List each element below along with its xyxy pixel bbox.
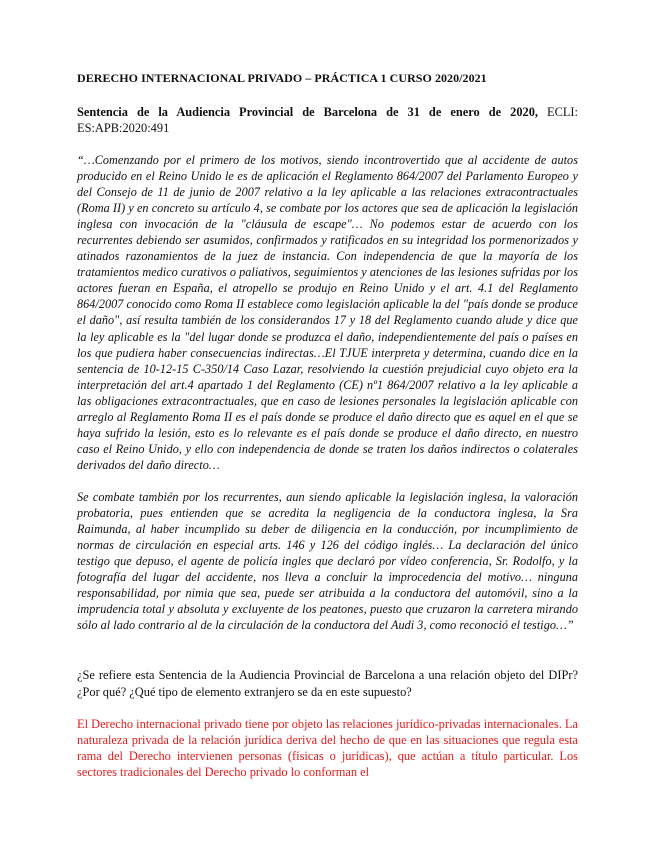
practice-question: ¿Se refiere esta Sentencia de la Audiencia Provincial de Barcelona a una relación objeto del DIPr? ¿Por qué? ¿Qué tipo de elemento extranjero se da en este supuesto? [77,668,578,699]
quote-paragraph-2: Se combate también por los recurrentes, aun siendo aplicable la legislación inglesa, la valoración probatoria, pues entienden que se acredita la negligencia de la conductora inglesa, la Sra Raimunda, al haber incumplido su deber de diligencia en la conducción, por incumplimiento de normas de circulación en especial arts. 146 y 126 del código inglés… La declaración del único testigo que depuso, el agente de policía ingles que declaró por vídeo conferencia, Sr. Rodolfo, y la fotografía del lugar del accidente, nos lleva a concluir la improcedencia del motivo… ninguna responsabilidad, por nimia que sea, puede ser atribuida a la conductora del automóvil, sino a la imprudencia total y absoluta y excluyente de los peatones, puesto que cruzaron la carretera mirando sólo al lado contrario al de la circulación de la conductora del Audi 3, como reconoció el testigo…” [77,489,578,633]
document-title: DERECHO INTERNACIONAL PRIVADO – PRÁCTICA 1 CURSO 2020/2021 [77,71,487,85]
ruling-name: Sentencia de la Audiencia Provincial de Barcelona de 31 de enero de 2020, [77,105,539,119]
ruling-ecli: ECLI: ES:APB:2020:491 [77,105,579,135]
practice-answer: El Derecho internacional privado tiene por objeto las relaciones jurídico-privadas internacionales. La naturaleza privada de la relación jurídica deriva del hecho de que en las situaciones que regula esta rama del Derecho intervienen personas (físicas o jurídicas), que actúan a título particular. Los sectores tradicionales del Derecho privado lo conforman el [77,716,578,780]
quote-paragraph-1: “…Comenzando por el primero de los motivos, siendo incontrovertido que al accidente de autos producido en el Reino Unido le es de aplicación el Reglamento 864/2007 del Parlamento Europeo y del Consejo de 11 de junio de 2007 relativo a la ley aplicable a las relaciones extracontractuales (Roma II) y en concreto su artículo 4, se combate por los actores que sea de aplicación la legislación inglesa con invocación de la "cláusula de escape"… No podemos estar de acuerdo con los recurrentes debiendo ser asumidos, confirmados y ratificados en su integridad los pormenorizados y atinados razonamientos de la juez de instancia. Con independencia de que la mayoría de los tratamientos medico curativos o paliativos, seguimientos y atenciones de las lesiones sufridas por los actores fueran en España, el atropello se produjo en Reino Unido y el art. 4.1 del Reglamento 864/2007 conocido como Roma II establece como legislación aplicable la del "país donde se produce el daño", así resulta también de los considerandos 17 y 18 del Reglamento cuando alude y dice que la ley aplicable es la "del lugar donde se produzca el daño, independientemente del país o países en los que pudiera haber consecuencias indirectas…El TJUE interpreta y determina, cuando dice en la sentencia de 10-12-15 C-350/14 Caso Lazar, resolviendo la cuestión prejudicial cuyo objeto era la interpretación del art.4 apartado 1 del Reglamento (CE) nº1 864/2007 relativo a la ley aplicable a las obligaciones extracontractuales, que en caso de lesiones personales la legislación aplicable con arreglo al Reglamento Roma II es el país donde se produce el daño directo que es aquel en el que se haya sufrido la lesión, esto es lo relevante es el país donde se produce el daño directo, en nuestro caso el Reino Unido, y ello con independencia de donde se traten los daños indirectos o colaterales derivados del daño directo… [77,153,578,472]
ruling-citation [77,104,578,136]
document-page [77,70,578,781]
